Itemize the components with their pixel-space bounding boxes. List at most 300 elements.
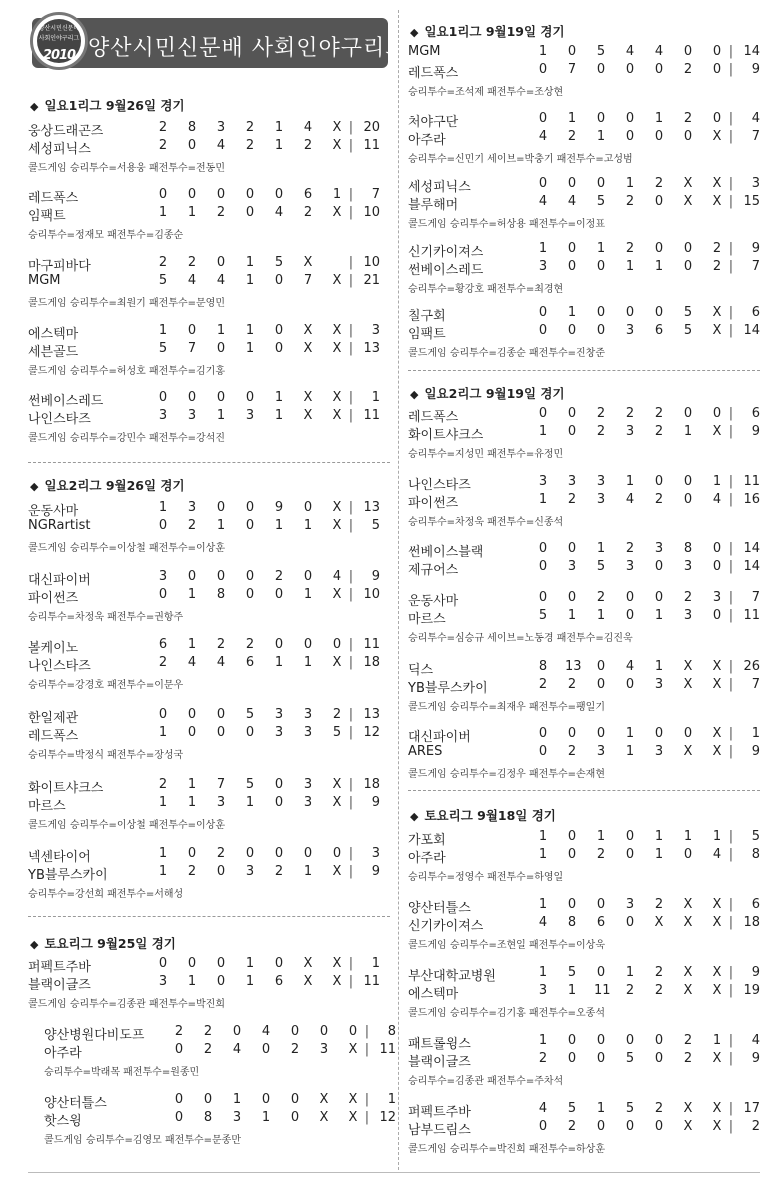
inning-score: 0 bbox=[261, 1042, 271, 1057]
inning-score: X bbox=[332, 500, 342, 515]
total-score: 6 bbox=[751, 305, 760, 320]
inning-score: 0 bbox=[203, 1092, 213, 1107]
inning-score: 0 bbox=[625, 677, 635, 692]
inning-score: 3 bbox=[596, 744, 606, 759]
inning-score: 0 bbox=[158, 956, 168, 971]
inning-score: 1 bbox=[274, 655, 284, 670]
inning-score: 5 bbox=[274, 255, 284, 270]
inning-score: 3 bbox=[274, 707, 284, 722]
score-divider: | bbox=[348, 500, 354, 515]
inning-score: 0 bbox=[538, 744, 548, 759]
game-result bbox=[28, 500, 390, 554]
inning-score: 2 bbox=[712, 259, 722, 274]
inning-score: 3 bbox=[625, 559, 635, 574]
score-divider: | bbox=[364, 1110, 370, 1125]
inning-score: 3 bbox=[216, 120, 226, 135]
inning-score: 0 bbox=[158, 518, 168, 533]
score-divider: | bbox=[728, 541, 734, 556]
inning-score: 0 bbox=[654, 1119, 664, 1134]
inning-score: 2 bbox=[158, 138, 168, 153]
pitcher-note: 승리투수=강선희 패전투수=서해성 bbox=[28, 889, 184, 900]
total-score: 9 bbox=[751, 744, 760, 759]
inning-score: 1 bbox=[538, 44, 548, 59]
score-divider: | bbox=[728, 897, 734, 912]
inning-score: 0 bbox=[538, 590, 548, 605]
team-name: MGM bbox=[408, 44, 441, 59]
inning-score: X bbox=[683, 659, 693, 674]
inning-score: X bbox=[712, 129, 722, 144]
inning-score: X bbox=[712, 305, 722, 320]
inning-score: 1 bbox=[245, 255, 255, 270]
inning-score: X bbox=[348, 1092, 358, 1107]
pitcher-note: 콜드게임 승리투수=허상용 패전투수=이정표 bbox=[408, 219, 605, 230]
inning-score: 1 bbox=[596, 829, 606, 844]
inning-score: 0 bbox=[567, 897, 577, 912]
total-score: 10 bbox=[363, 205, 380, 220]
score-divider: | bbox=[728, 1033, 734, 1048]
inning-score: X bbox=[712, 1119, 722, 1134]
team-name: 나인스타즈 bbox=[28, 412, 91, 427]
pitcher-note: 승리투수=차정욱 패전투수=권항주 bbox=[28, 612, 184, 623]
total-score: 9 bbox=[751, 241, 760, 256]
team-name: ARES bbox=[408, 744, 443, 759]
team-name: 블랙이글즈 bbox=[28, 978, 91, 993]
team-row-first bbox=[28, 120, 390, 138]
team-name: 양산병원다비도프 bbox=[44, 1028, 145, 1043]
inning-score: 2 bbox=[216, 205, 226, 220]
inning-score: 1 bbox=[596, 1101, 606, 1116]
inning-score: 3 bbox=[625, 323, 635, 338]
inning-score: 0 bbox=[567, 424, 577, 439]
total-score: 15 bbox=[743, 194, 760, 209]
score-divider: | bbox=[728, 194, 734, 209]
inning-score: 5 bbox=[596, 44, 606, 59]
inning-score: 1 bbox=[261, 1110, 271, 1125]
total-score: 11 bbox=[743, 474, 760, 489]
game-result bbox=[408, 590, 760, 644]
score-divider: | bbox=[348, 795, 354, 810]
total-score: 7 bbox=[371, 187, 380, 202]
inning-score: 1 bbox=[274, 138, 284, 153]
game-result bbox=[408, 111, 760, 165]
team-row-first bbox=[408, 44, 760, 62]
inning-score: 3 bbox=[158, 974, 168, 989]
total-score: 9 bbox=[371, 569, 380, 584]
inning-score: 8 bbox=[567, 915, 577, 930]
inning-score: 0 bbox=[596, 259, 606, 274]
inning-score: X bbox=[332, 518, 342, 533]
team-row-second bbox=[408, 62, 760, 80]
team-name: 칠구회 bbox=[408, 309, 446, 324]
team-name: 운동사마 bbox=[28, 504, 79, 519]
game-result bbox=[408, 474, 760, 528]
inning-score: X bbox=[332, 408, 342, 423]
inning-score: 1 bbox=[245, 795, 255, 810]
inning-score: X bbox=[712, 915, 722, 930]
inning-score: 0 bbox=[216, 500, 226, 515]
score-divider: | bbox=[728, 915, 734, 930]
score-divider: | bbox=[728, 323, 734, 338]
inning-score: 0 bbox=[216, 707, 226, 722]
inning-score: 1 bbox=[274, 120, 284, 135]
pitcher-note: 콜드게임 승리투수=김종순 패전투수=진창준 bbox=[408, 348, 605, 359]
inning-score: X bbox=[712, 424, 722, 439]
team-name: 아주라 bbox=[408, 851, 446, 866]
inning-score: 0 bbox=[187, 725, 197, 740]
inning-score: 2 bbox=[654, 176, 664, 191]
inning-score: 0 bbox=[245, 187, 255, 202]
team-name: 블루해머 bbox=[408, 198, 459, 213]
inning-score: 2 bbox=[683, 590, 693, 605]
inning-score: 0 bbox=[245, 725, 255, 740]
inning-score: 2 bbox=[158, 255, 168, 270]
total-score: 14 bbox=[743, 541, 760, 556]
inning-score: 4 bbox=[187, 273, 197, 288]
inning-score: X bbox=[654, 915, 664, 930]
team-row-first bbox=[408, 726, 760, 744]
inning-score: 1 bbox=[625, 474, 635, 489]
inning-score: 1 bbox=[158, 500, 168, 515]
inning-score: 3 bbox=[303, 707, 313, 722]
score-divider: | bbox=[728, 1119, 734, 1134]
inning-score: X bbox=[348, 1042, 358, 1057]
inning-score: 0 bbox=[187, 846, 197, 861]
section-separator bbox=[28, 462, 390, 463]
team-name: 세성피닉스 bbox=[408, 180, 471, 195]
team-row-first bbox=[408, 406, 760, 424]
game-result bbox=[28, 707, 390, 761]
inning-score: 3 bbox=[216, 795, 226, 810]
total-score: 13 bbox=[363, 341, 380, 356]
inning-score: 0 bbox=[654, 590, 664, 605]
inning-score: 0 bbox=[596, 1033, 606, 1048]
team-name: 썬베이스레드 bbox=[28, 394, 104, 409]
team-row-second bbox=[28, 655, 390, 673]
inning-score: 5 bbox=[158, 341, 168, 356]
inning-score: 1 bbox=[596, 129, 606, 144]
inning-score: 0 bbox=[567, 1033, 577, 1048]
team-row-first bbox=[408, 829, 760, 847]
team-row-second bbox=[408, 1119, 760, 1137]
inning-score: 0 bbox=[538, 305, 548, 320]
inning-score: 3 bbox=[712, 590, 722, 605]
pitcher-note: 콜드게임 승리투수=이상철 패전투수=이상훈 bbox=[28, 820, 225, 831]
inning-score: X bbox=[332, 777, 342, 792]
team-name: 파이썬즈 bbox=[408, 496, 459, 511]
inning-score: 1 bbox=[187, 777, 197, 792]
inning-score: 0 bbox=[567, 259, 577, 274]
inning-score: 2 bbox=[203, 1024, 213, 1039]
score-divider: | bbox=[728, 726, 734, 741]
inning-score: 1 bbox=[158, 795, 168, 810]
inning-score: X bbox=[683, 965, 693, 980]
team-name: 패트롤윙스 bbox=[408, 1037, 471, 1052]
inning-score: X bbox=[332, 273, 342, 288]
score-divider: | bbox=[348, 205, 354, 220]
total-score: 21 bbox=[363, 273, 380, 288]
inning-score: 0 bbox=[683, 474, 693, 489]
inning-score: 1 bbox=[158, 323, 168, 338]
team-row-second bbox=[28, 273, 390, 291]
inning-score: 1 bbox=[216, 323, 226, 338]
inning-score: X bbox=[319, 1110, 329, 1125]
inning-score: 1 bbox=[683, 829, 693, 844]
total-score: 6 bbox=[751, 897, 760, 912]
inning-score: X bbox=[683, 897, 693, 912]
inning-score: 0 bbox=[216, 390, 226, 405]
inning-score: X bbox=[712, 897, 722, 912]
inning-score: 3 bbox=[538, 983, 548, 998]
team-name: 퍼펙트주바 bbox=[408, 1105, 471, 1120]
inning-score: 8 bbox=[187, 120, 197, 135]
inning-score: 0 bbox=[290, 1092, 300, 1107]
inning-score: 4 bbox=[261, 1024, 271, 1039]
team-name: 양산터틀스 bbox=[408, 901, 471, 916]
inning-score: 0 bbox=[596, 659, 606, 674]
inning-score: 2 bbox=[216, 637, 226, 652]
inning-score: 0 bbox=[245, 587, 255, 602]
inning-score: 1 bbox=[625, 726, 635, 741]
total-score: 11 bbox=[363, 138, 380, 153]
inning-score: 1 bbox=[245, 273, 255, 288]
inning-score: 1 bbox=[654, 111, 664, 126]
score-divider: | bbox=[728, 474, 734, 489]
score-divider: | bbox=[348, 846, 354, 861]
inning-score: 2 bbox=[654, 897, 664, 912]
inning-score: 4 bbox=[303, 120, 313, 135]
inning-score: 1 bbox=[625, 744, 635, 759]
total-score: 11 bbox=[743, 608, 760, 623]
inning-score: 6 bbox=[158, 637, 168, 652]
total-score: 3 bbox=[371, 846, 380, 861]
team-name: 세성피닉스 bbox=[28, 142, 91, 157]
inning-score: 1 bbox=[538, 965, 548, 980]
game-result bbox=[408, 1101, 760, 1155]
inning-score: 0 bbox=[567, 176, 577, 191]
section-title: 토요리그 9월25일 경기 bbox=[44, 936, 176, 951]
score-divider: | bbox=[728, 829, 734, 844]
diamond-bullet-icon: ◆ bbox=[30, 480, 39, 493]
score-divider: | bbox=[348, 777, 354, 792]
inning-score: 0 bbox=[174, 1092, 184, 1107]
inning-score: 4 bbox=[232, 1042, 242, 1057]
team-row-first bbox=[28, 637, 390, 655]
total-score: 3 bbox=[751, 176, 760, 191]
total-score: 11 bbox=[363, 974, 380, 989]
total-score: 8 bbox=[387, 1024, 396, 1039]
inning-score: 0 bbox=[596, 1051, 606, 1066]
pitcher-note: 승리투수=심승규 세이브=노동경 패전투수=김진욱 bbox=[408, 633, 633, 644]
team-name: YB블루스카이 bbox=[28, 868, 108, 883]
inning-score: 1 bbox=[158, 725, 168, 740]
inning-score: X bbox=[683, 1119, 693, 1134]
score-divider: | bbox=[348, 408, 354, 423]
inning-score: 0 bbox=[187, 323, 197, 338]
inning-score: 5 bbox=[245, 707, 255, 722]
league-logo bbox=[30, 12, 88, 70]
inning-score: 0 bbox=[245, 390, 255, 405]
inning-score: 0 bbox=[712, 44, 722, 59]
inning-score: 2 bbox=[245, 138, 255, 153]
inning-score: 3 bbox=[538, 474, 548, 489]
inning-score: 1 bbox=[245, 956, 255, 971]
inning-score: 5 bbox=[538, 608, 548, 623]
pitcher-note: 콜드게임 승리투수=조현일 패전투수=이상욱 bbox=[408, 940, 605, 951]
inning-score: 2 bbox=[654, 965, 664, 980]
inning-score: 1 bbox=[596, 608, 606, 623]
team-row-first bbox=[408, 474, 760, 492]
score-divider: | bbox=[348, 707, 354, 722]
inning-score: 0 bbox=[683, 847, 693, 862]
inning-score: X bbox=[303, 974, 313, 989]
inning-score: 2 bbox=[654, 492, 664, 507]
inning-score: 2 bbox=[290, 1042, 300, 1057]
team-row-first bbox=[28, 569, 390, 587]
inning-score: 0 bbox=[216, 187, 226, 202]
inning-score: 0 bbox=[245, 846, 255, 861]
inning-score: 2 bbox=[187, 518, 197, 533]
inning-score: 3 bbox=[625, 424, 635, 439]
team-row-second bbox=[28, 341, 390, 359]
score-divider: | bbox=[364, 1092, 370, 1107]
section-heading bbox=[410, 384, 565, 402]
game-result bbox=[408, 241, 760, 295]
inning-score: 3 bbox=[187, 500, 197, 515]
inning-score: 2 bbox=[303, 138, 313, 153]
inning-score: X bbox=[332, 974, 342, 989]
inning-score: 0 bbox=[158, 587, 168, 602]
inning-score: X bbox=[332, 341, 342, 356]
inning-score: 3 bbox=[596, 474, 606, 489]
team-row-second bbox=[408, 983, 760, 1001]
inning-score: 2 bbox=[712, 241, 722, 256]
team-name: 레드폭스 bbox=[28, 729, 79, 744]
inning-score: 0 bbox=[654, 241, 664, 256]
inning-score: 1 bbox=[567, 608, 577, 623]
game-result bbox=[408, 305, 760, 359]
inning-score: 0 bbox=[216, 725, 226, 740]
score-divider: | bbox=[728, 492, 734, 507]
inning-score: 4 bbox=[625, 659, 635, 674]
inning-score: X bbox=[712, 1101, 722, 1116]
team-name: 나인스타즈 bbox=[28, 659, 91, 674]
team-row-second bbox=[408, 608, 760, 626]
inning-score: 0 bbox=[625, 111, 635, 126]
inning-score: 7 bbox=[567, 62, 577, 77]
inning-score: 2 bbox=[187, 864, 197, 879]
team-row-first bbox=[28, 390, 390, 408]
score-divider: | bbox=[348, 974, 354, 989]
team-row-first bbox=[28, 255, 390, 273]
diamond-bullet-icon: ◆ bbox=[410, 26, 419, 39]
inning-score: 3 bbox=[683, 608, 693, 623]
team-name: 썬베이스블랙 bbox=[408, 545, 484, 560]
inning-score: 2 bbox=[567, 492, 577, 507]
bottom-rule bbox=[28, 1172, 760, 1173]
score-divider: | bbox=[348, 120, 354, 135]
total-score: 9 bbox=[371, 864, 380, 879]
team-name: YB블루스카이 bbox=[408, 681, 488, 696]
total-score: 4 bbox=[751, 111, 760, 126]
total-score: 26 bbox=[743, 659, 760, 674]
game-result bbox=[28, 187, 390, 241]
inning-score: 0 bbox=[245, 569, 255, 584]
inning-score: 0 bbox=[625, 915, 635, 930]
inning-score: 0 bbox=[712, 559, 722, 574]
pitcher-note: 콜드게임 승리투수=이상철 패전투수=이상훈 bbox=[28, 543, 225, 554]
inning-score: 2 bbox=[654, 424, 664, 439]
team-row-first bbox=[408, 1033, 760, 1051]
inning-score: 4 bbox=[332, 569, 342, 584]
inning-score: 0 bbox=[538, 559, 548, 574]
team-name: 레드폭스 bbox=[408, 410, 459, 425]
team-row-second bbox=[408, 559, 760, 577]
score-divider: | bbox=[728, 559, 734, 574]
inning-score: 0 bbox=[625, 1119, 635, 1134]
inning-score: 2 bbox=[596, 847, 606, 862]
inning-score: 3 bbox=[303, 777, 313, 792]
inning-score: X bbox=[303, 956, 313, 971]
inning-score: 2 bbox=[596, 406, 606, 421]
team-row-first bbox=[408, 590, 760, 608]
diamond-bullet-icon: ◆ bbox=[30, 938, 39, 951]
inning-score: 0 bbox=[274, 273, 284, 288]
inning-score: 2 bbox=[596, 424, 606, 439]
score-divider: | bbox=[348, 725, 354, 740]
team-name: 에스텍마 bbox=[408, 987, 459, 1002]
inning-score: 3 bbox=[683, 559, 693, 574]
inning-score: 0 bbox=[158, 707, 168, 722]
inning-score: X bbox=[319, 1092, 329, 1107]
team-row-first bbox=[408, 241, 760, 259]
inning-score: 0 bbox=[567, 847, 577, 862]
inning-score: X bbox=[712, 194, 722, 209]
inning-score: 0 bbox=[596, 176, 606, 191]
total-score: 1 bbox=[751, 726, 760, 741]
team-row-second bbox=[408, 194, 760, 212]
team-name: 아주라 bbox=[44, 1046, 82, 1061]
inning-score: 3 bbox=[567, 559, 577, 574]
total-score: 5 bbox=[371, 518, 380, 533]
inning-score: X bbox=[332, 587, 342, 602]
inning-score: 4 bbox=[654, 44, 664, 59]
team-row-second bbox=[408, 424, 760, 442]
team-name: 운동사마 bbox=[408, 594, 459, 609]
total-score: 7 bbox=[751, 590, 760, 605]
total-score: 18 bbox=[363, 777, 380, 792]
inning-score: 0 bbox=[274, 637, 284, 652]
team-name: 화이트샤크스 bbox=[408, 428, 484, 443]
inning-score: 0 bbox=[538, 541, 548, 556]
total-score: 9 bbox=[371, 795, 380, 810]
total-score: 14 bbox=[743, 323, 760, 338]
inning-score: X bbox=[332, 655, 342, 670]
game-result bbox=[408, 1033, 760, 1087]
team-name: 에스텍마 bbox=[28, 327, 79, 342]
inning-score: 1 bbox=[538, 492, 548, 507]
team-row-second bbox=[408, 129, 760, 147]
inning-score: 4 bbox=[625, 492, 635, 507]
team-name: 나인스타즈 bbox=[408, 478, 471, 493]
total-score: 12 bbox=[363, 725, 380, 740]
inning-score: 1 bbox=[187, 205, 197, 220]
inning-score: 0 bbox=[625, 62, 635, 77]
inning-score: 0 bbox=[654, 62, 664, 77]
total-score: 19 bbox=[743, 983, 760, 998]
inning-score: 0 bbox=[596, 897, 606, 912]
inning-score: 0 bbox=[567, 1051, 577, 1066]
inning-score: 1 bbox=[538, 1033, 548, 1048]
